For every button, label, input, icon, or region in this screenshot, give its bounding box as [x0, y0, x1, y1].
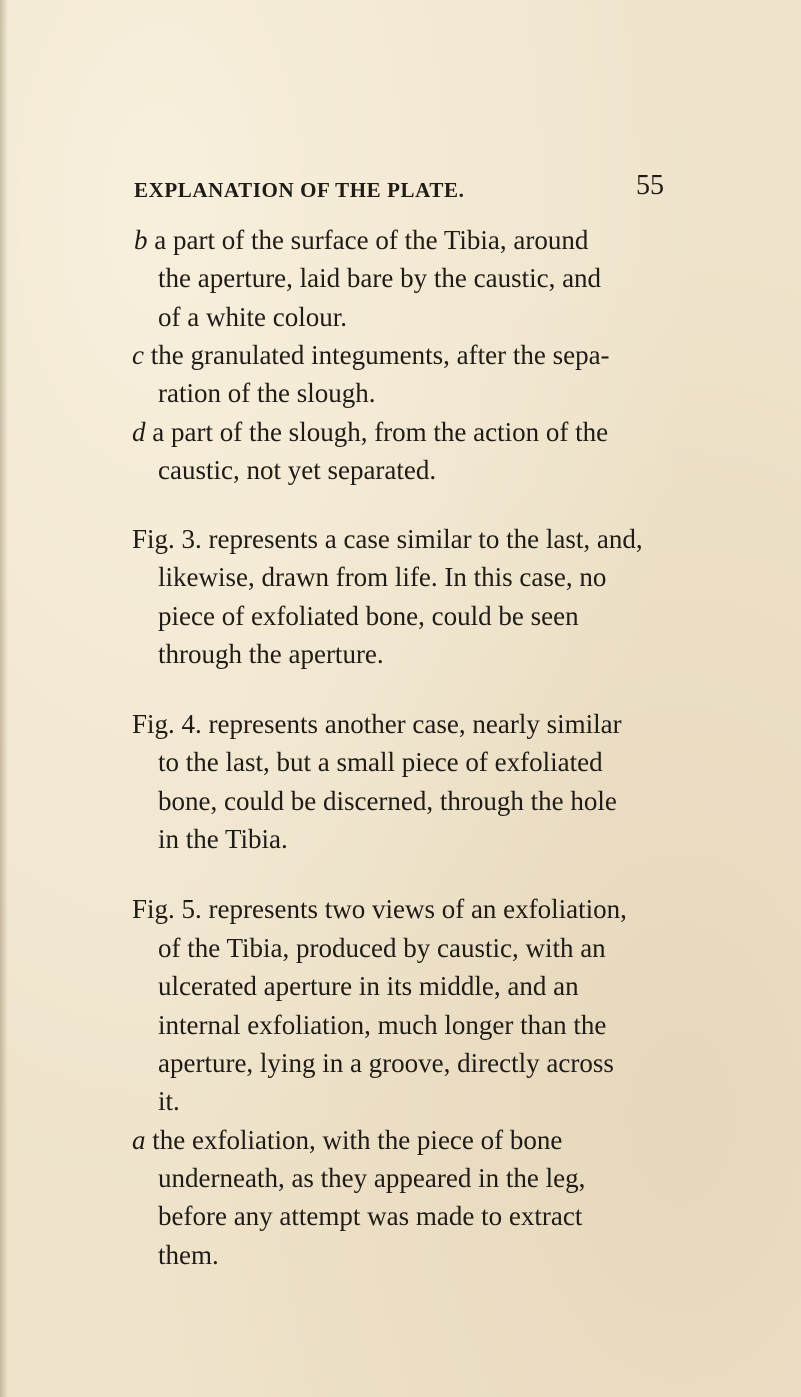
text-line: [158, 1082, 180, 1121]
line-text: a part of the surface of the Tibia, around: [147, 225, 589, 255]
line-text: piece of exfoliated bone, could be seen: [158, 601, 579, 631]
line-text: them.: [158, 1240, 219, 1270]
item-letter: a: [132, 1125, 146, 1155]
line-text: the granulated integuments, after the sepa-: [143, 340, 610, 370]
text-line: [158, 259, 601, 298]
text-line: [158, 929, 606, 968]
text-line: [158, 451, 436, 490]
line-text: Fig. 5. represents two views of an exfoliation,: [132, 894, 627, 924]
running-head: EXPLANATION OF THE PLATE.: [134, 178, 465, 202]
text-line: [158, 597, 579, 636]
text-line: [132, 520, 643, 559]
page-number: 55: [636, 170, 664, 201]
line-text: aperture, lying in a groove, directly across: [158, 1048, 614, 1078]
text-line: [158, 558, 606, 597]
line-text: of the Tibia, produced by caustic, with an: [158, 933, 606, 963]
line-text: to the last, but a small piece of exfoliated: [158, 747, 603, 777]
line-text: the aperture, laid bare by the caustic, and: [158, 263, 602, 293]
line-text: through the aperture.: [158, 639, 384, 669]
text-line: [158, 1197, 582, 1236]
line-text: bone, could be discerned, through the hole: [158, 786, 617, 816]
text-line: [158, 635, 384, 674]
text-line: [158, 1044, 614, 1083]
line-text: Fig. 4. represents another case, nearly similar: [132, 709, 622, 739]
line-text: the exfoliation, with the piece of bone: [145, 1125, 563, 1155]
text-line: [158, 1006, 606, 1045]
line-text: it.: [158, 1086, 180, 1116]
text-line: [132, 890, 627, 929]
text-line: [158, 1236, 219, 1275]
text-line: [132, 413, 608, 452]
text-line: [158, 820, 288, 859]
item-letter: c: [132, 340, 144, 370]
text-line: [158, 782, 617, 821]
line-text: likewise, drawn from life. In this case, no: [158, 562, 607, 592]
text-line: [132, 336, 610, 375]
text-line: [158, 743, 603, 782]
item-letter: b: [134, 225, 148, 255]
text-line: [158, 298, 347, 337]
line-text: ration of the slough.: [158, 378, 376, 408]
text-line: [132, 1121, 562, 1160]
line-text: before any attempt was made to extract: [158, 1201, 583, 1231]
line-text: ulcerated aperture in its middle, and an: [158, 971, 579, 1001]
line-text: of a white colour.: [158, 302, 347, 332]
line-text: Fig. 3. represents a case similar to the last, and,: [132, 524, 643, 554]
text-line: [134, 221, 588, 260]
line-text: underneath, as they appeared in the leg,: [158, 1163, 586, 1193]
line-text: internal exfoliation, much longer than the: [158, 1010, 607, 1040]
page-header: [134, 170, 664, 210]
line-text: in the Tibia.: [158, 824, 288, 854]
page-edge-shadow: [0, 0, 8, 1397]
text-line: [158, 967, 579, 1006]
item-letter: d: [132, 417, 146, 447]
text-line: [158, 374, 375, 413]
line-text: caustic, not yet separated.: [158, 455, 437, 485]
text-line: [158, 1159, 585, 1198]
text-line: [132, 705, 622, 744]
line-text: a part of the slough, from the action of the: [145, 417, 609, 447]
